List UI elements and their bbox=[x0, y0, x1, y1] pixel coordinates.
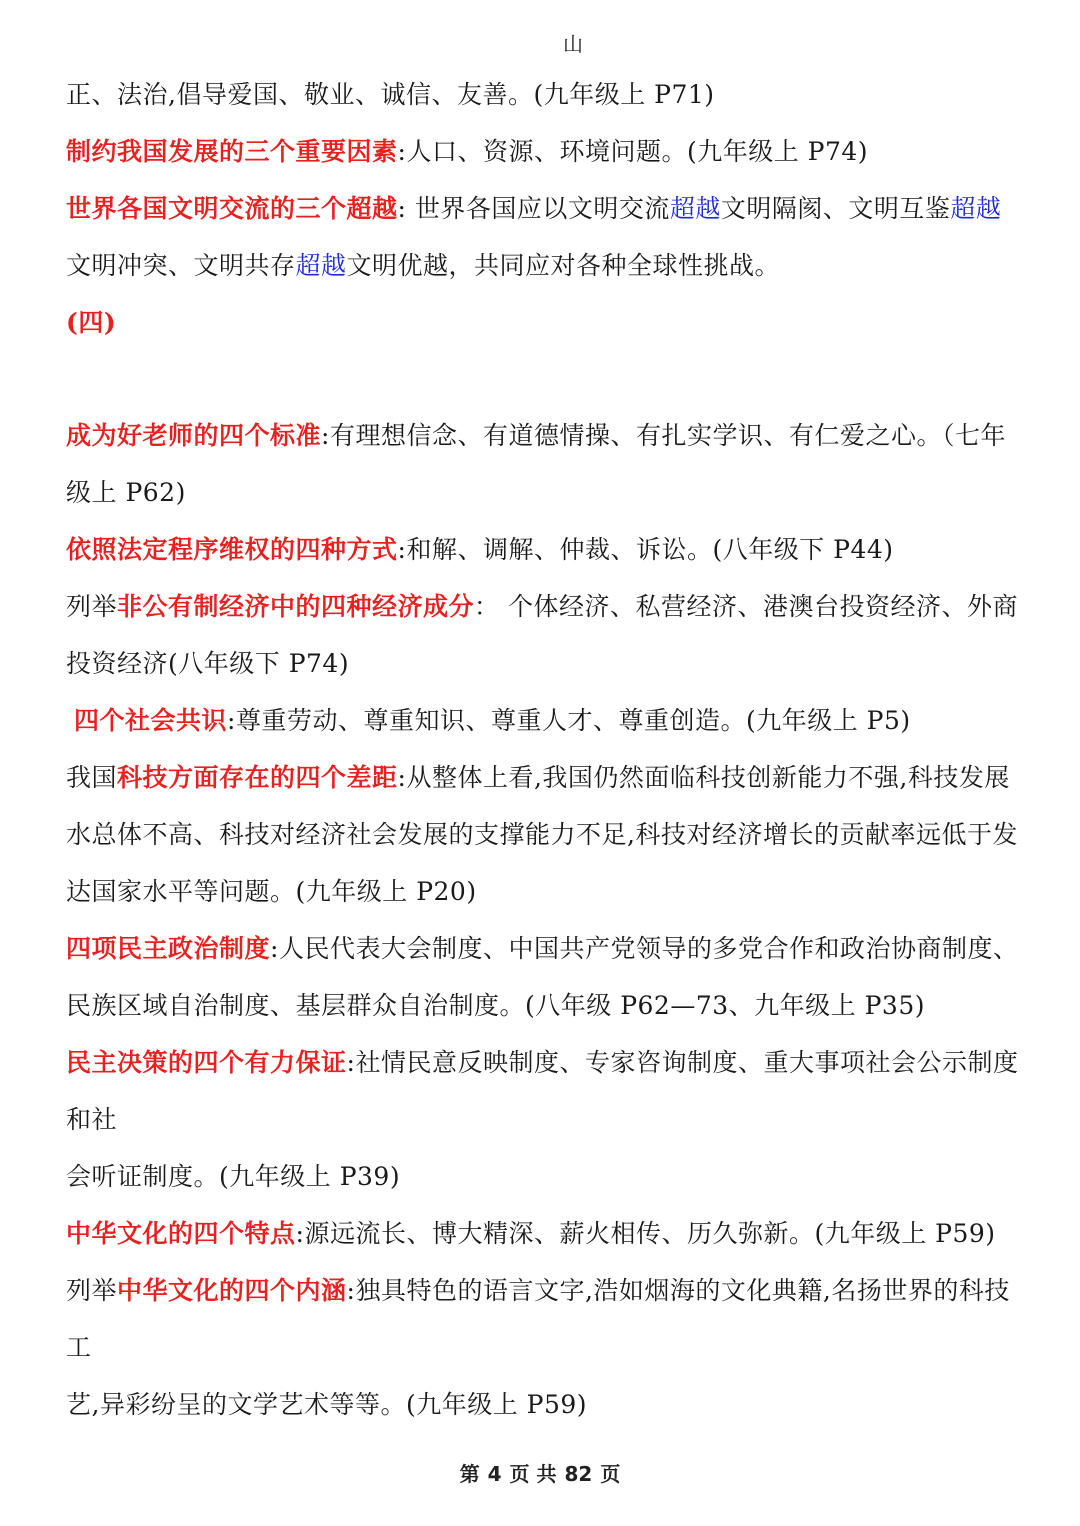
key-term: 四项民主政治制度 bbox=[66, 934, 271, 963]
line-text: :社情民意反映制度、专家咨询制度、重大事项社会公示制度 bbox=[346, 1048, 1019, 1077]
line-text: :和解、调解、仲裁、诉讼。(八年级下 P44) bbox=[397, 535, 894, 564]
page-number: 4 bbox=[487, 1462, 502, 1486]
text-line bbox=[66, 180, 1026, 237]
text-line bbox=[66, 806, 1026, 863]
text-line bbox=[66, 863, 1026, 920]
text-line bbox=[66, 407, 1026, 464]
text-line bbox=[66, 1148, 1026, 1205]
line-text: 正、法治,倡导爱国、敬业、诚信、友善。(九年级上 P71) bbox=[66, 80, 715, 109]
line-text: :尊重劳动、尊重知识、尊重人才、尊重创造。(九年级上 P5) bbox=[227, 706, 911, 735]
key-term: 中华文化的四个内涵 bbox=[117, 1276, 347, 1305]
section-heading bbox=[66, 294, 1026, 351]
text-line bbox=[66, 1376, 1026, 1433]
page-total: 82 bbox=[564, 1462, 593, 1486]
spacer bbox=[66, 351, 1026, 407]
text-line bbox=[66, 464, 1026, 521]
highlight-word: 超越 bbox=[669, 194, 721, 223]
key-term: 非公有制经济中的四种经济成分 bbox=[117, 592, 475, 621]
key-term: 四个社会共识 bbox=[74, 706, 228, 735]
text-line bbox=[66, 635, 1026, 692]
header-mark: 山 bbox=[563, 32, 583, 56]
text-line bbox=[66, 578, 1026, 635]
line-text: 文明优越，共同应对各种全球性挑战。 bbox=[346, 251, 781, 280]
text-line bbox=[66, 1034, 1026, 1091]
line-text: :源远流长、博大精深、薪火相传、历久弥新。(九年级上 P59) bbox=[295, 1219, 996, 1248]
line-text: :人民代表大会制度、中国共产党领导的多党合作和政治协商制度、 bbox=[270, 934, 1019, 963]
text-line bbox=[66, 1205, 1026, 1262]
line-text: :有理想信念、有道德情操、有扎实学识、有仁爱之心。（七年 bbox=[321, 421, 1006, 450]
line-text: 投资经济(八年级下 P74) bbox=[66, 649, 350, 678]
line-text: 文明隔阂、文明互鉴 bbox=[720, 194, 951, 223]
line-text: 工 bbox=[66, 1333, 92, 1362]
line-text: : 世界各国应以文明交流 bbox=[397, 194, 670, 223]
text-line bbox=[66, 66, 1026, 123]
line-text: :独具特色的语言文字,浩如烟海的文化典籍,名扬世界的科技 bbox=[346, 1276, 1010, 1305]
line-text: 我国 bbox=[66, 763, 118, 792]
highlight-word: 超越 bbox=[295, 251, 347, 280]
document-body bbox=[66, 66, 1026, 1433]
text-line bbox=[66, 1319, 1026, 1376]
key-term: 成为好老师的四个标准 bbox=[66, 421, 322, 450]
key-term: 制约我国发展的三个重要因素 bbox=[66, 137, 398, 166]
footer-mid: 页 共 bbox=[509, 1462, 557, 1486]
text-line bbox=[66, 1262, 1026, 1319]
line-text: 文明冲突、文明共存 bbox=[66, 251, 296, 280]
line-text: :人口、资源、环境问题。(九年级上 P74) bbox=[397, 137, 869, 166]
text-line bbox=[66, 123, 1026, 180]
line-text: 级上 P62) bbox=[66, 478, 186, 507]
text-line bbox=[66, 1091, 1026, 1148]
text-line bbox=[66, 920, 1026, 977]
line-text: :从整体上看,我国仍然面临科技创新能力不强,科技发展 bbox=[397, 763, 1010, 792]
key-term: 科技方面存在的四个差距 bbox=[117, 763, 398, 792]
line-text: 会听证制度。(九年级上 P39) bbox=[66, 1162, 401, 1191]
key-term: 中华文化的四个特点 bbox=[66, 1219, 296, 1248]
line-text: 列举 bbox=[66, 592, 118, 621]
page-footer bbox=[0, 1458, 1080, 1487]
footer-prefix: 第 bbox=[459, 1462, 480, 1486]
line-text: 列举 bbox=[66, 1276, 118, 1305]
line-text: 达国家水平等问题。(九年级上 P20) bbox=[66, 877, 477, 906]
key-term: 世界各国文明交流的三个超越 bbox=[66, 194, 398, 223]
line-text: 和社 bbox=[66, 1105, 118, 1134]
key-term: 依照法定程序维权的四种方式 bbox=[66, 535, 398, 564]
text-line bbox=[66, 692, 1026, 749]
line-text: ： 个体经济、私营经济、港澳台投资经济、外商 bbox=[474, 592, 1018, 621]
key-term: 民主决策的四个有力保证 bbox=[66, 1048, 347, 1077]
text-line bbox=[66, 749, 1026, 806]
text-line bbox=[66, 237, 1026, 294]
line-text: 民族区域自治制度、基层群众自治制度。(八年级 P62—73、九年级上 P35) bbox=[66, 991, 925, 1020]
text-line bbox=[66, 521, 1026, 578]
text-line bbox=[66, 977, 1026, 1034]
line-text: 艺,异彩纷呈的文学艺术等等。(九年级上 P59) bbox=[66, 1390, 588, 1419]
footer-suffix: 页 bbox=[600, 1462, 621, 1486]
line-text: 水总体不高、科技对经济社会发展的支撑能力不足,科技对经济增长的贡献率远低于发 bbox=[66, 820, 1018, 849]
highlight-word: 超越 bbox=[950, 194, 1002, 223]
section-number: (四) bbox=[66, 308, 117, 337]
